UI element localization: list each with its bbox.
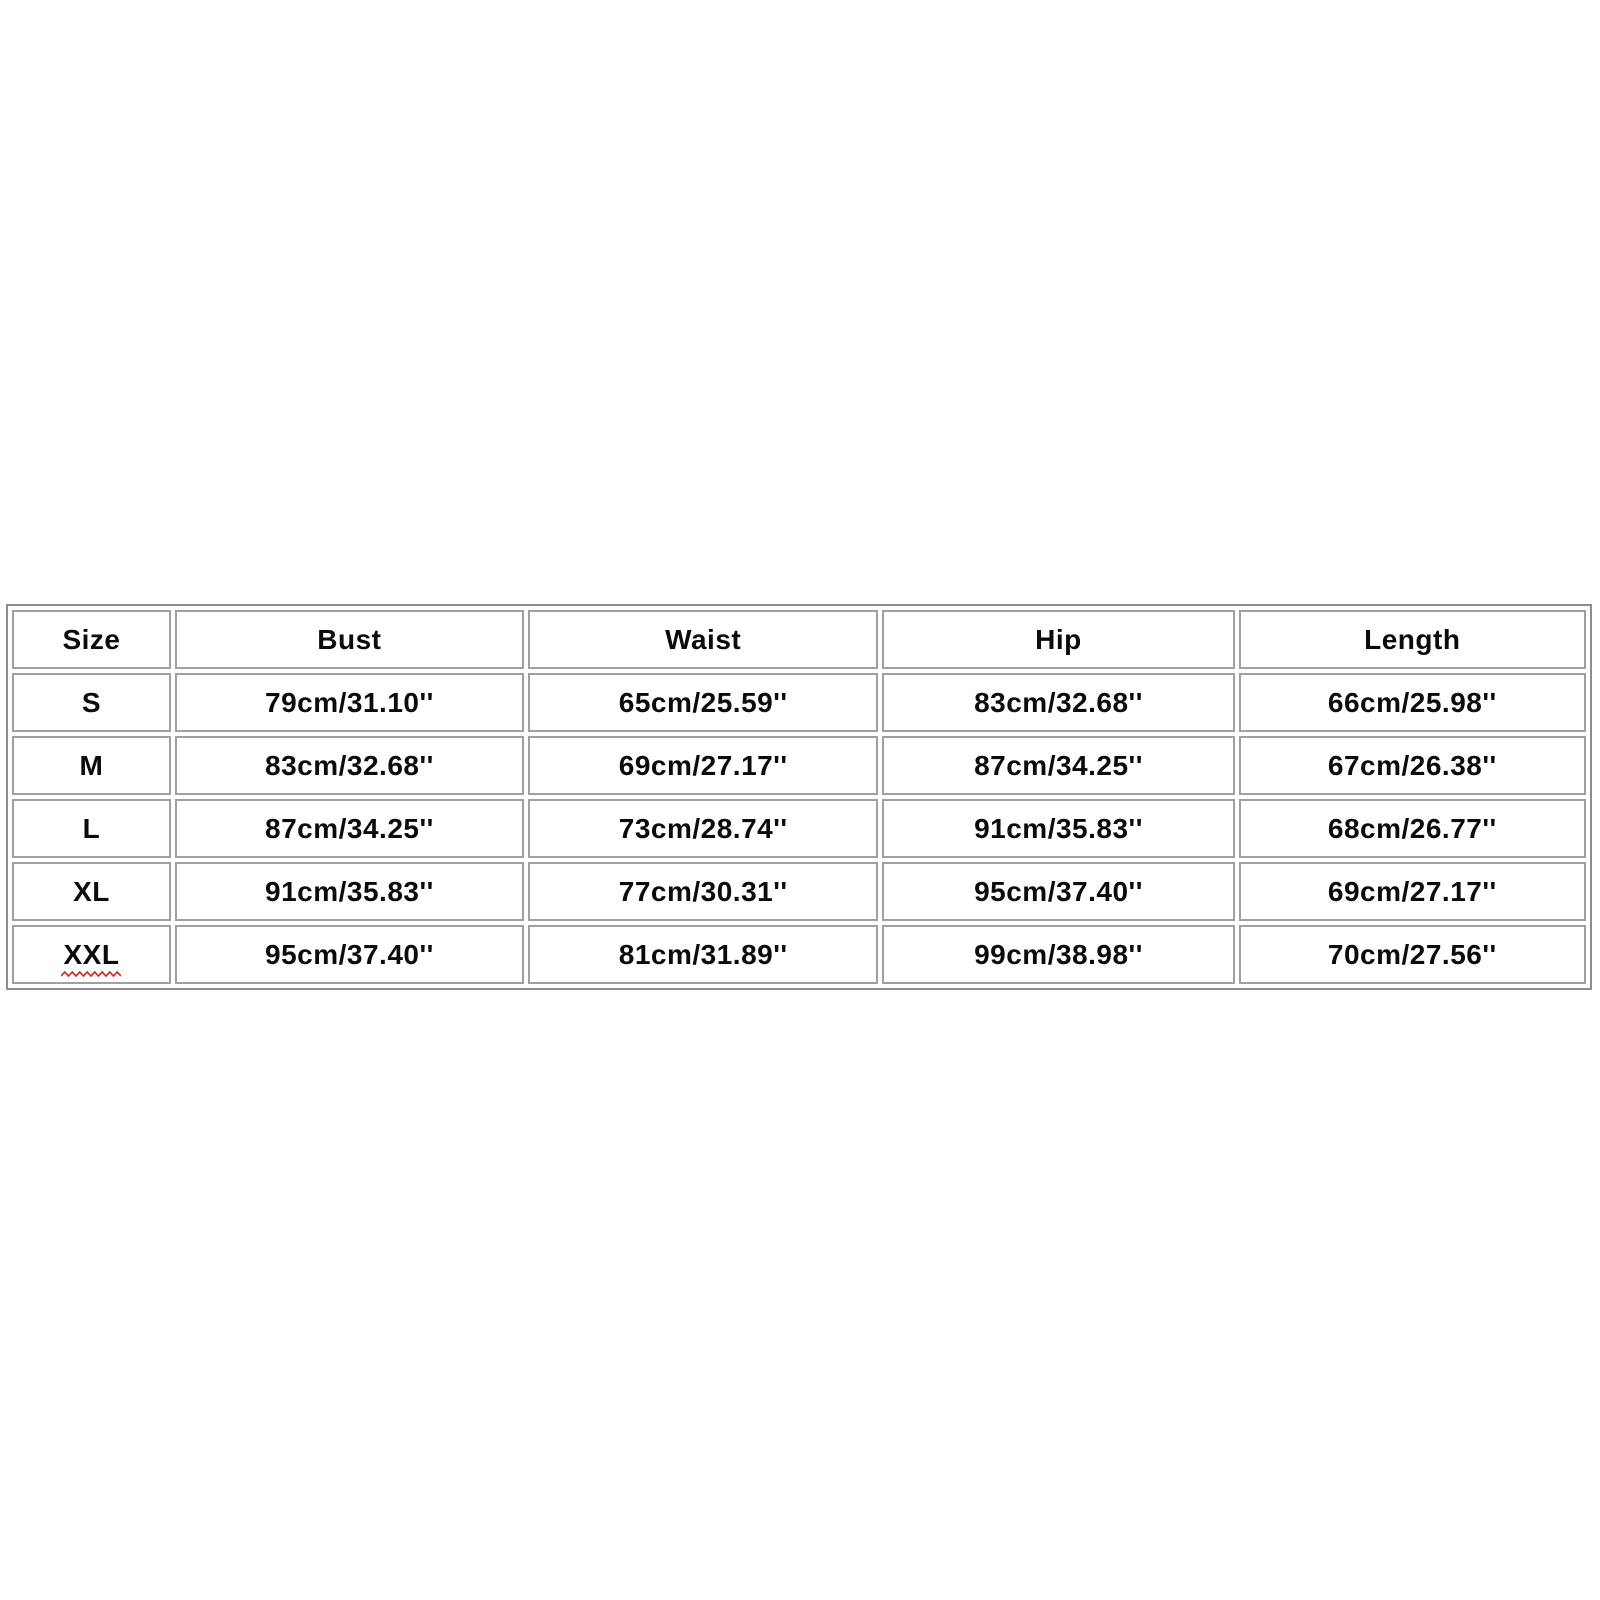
cell-length: 68cm/26.77'' — [1239, 799, 1586, 858]
table-row-xl — [12, 862, 1586, 921]
cell-hip: 87cm/34.25'' — [882, 736, 1234, 795]
cell-waist: 69cm/27.17'' — [528, 736, 879, 795]
cell-length: 67cm/26.38'' — [1239, 736, 1586, 795]
cell-hip: 95cm/37.40'' — [882, 862, 1234, 921]
cell-size: S — [12, 673, 171, 732]
cell-waist: 77cm/30.31'' — [528, 862, 879, 921]
column-header-waist: Waist — [528, 610, 879, 669]
cell-length: 66cm/25.98'' — [1239, 673, 1586, 732]
cell-bust: 79cm/31.10'' — [175, 673, 524, 732]
cell-size — [12, 925, 171, 984]
cell-bust: 87cm/34.25'' — [175, 799, 524, 858]
cell-waist: 73cm/28.74'' — [528, 799, 879, 858]
header-row — [12, 610, 1586, 669]
column-header-size: Size — [12, 610, 171, 669]
cell-bust: 83cm/32.68'' — [175, 736, 524, 795]
table-row-m — [12, 736, 1586, 795]
spellcheck-squiggle-icon — [61, 970, 121, 978]
cell-hip: 99cm/38.98'' — [882, 925, 1234, 984]
cell-length: 70cm/27.56'' — [1239, 925, 1586, 984]
size-chart-table — [6, 604, 1592, 990]
table-row-xxl — [12, 925, 1586, 984]
cell-hip: 83cm/32.68'' — [882, 673, 1234, 732]
column-header-hip: Hip — [882, 610, 1234, 669]
column-header-bust: Bust — [175, 610, 524, 669]
cell-bust: 95cm/37.40'' — [175, 925, 524, 984]
column-header-length: Length — [1239, 610, 1586, 669]
table-row-l — [12, 799, 1586, 858]
cell-waist: 65cm/25.59'' — [528, 673, 879, 732]
size-label-xxl — [63, 938, 120, 970]
cell-hip: 91cm/35.83'' — [882, 799, 1234, 858]
table-row-s — [12, 673, 1586, 732]
cell-waist: 81cm/31.89'' — [528, 925, 879, 984]
cell-length: 69cm/27.17'' — [1239, 862, 1586, 921]
size-label-xxl-text: XXL — [63, 938, 120, 970]
cell-size: M — [12, 736, 171, 795]
cell-size: XL — [12, 862, 171, 921]
cell-bust: 91cm/35.83'' — [175, 862, 524, 921]
cell-size: L — [12, 799, 171, 858]
